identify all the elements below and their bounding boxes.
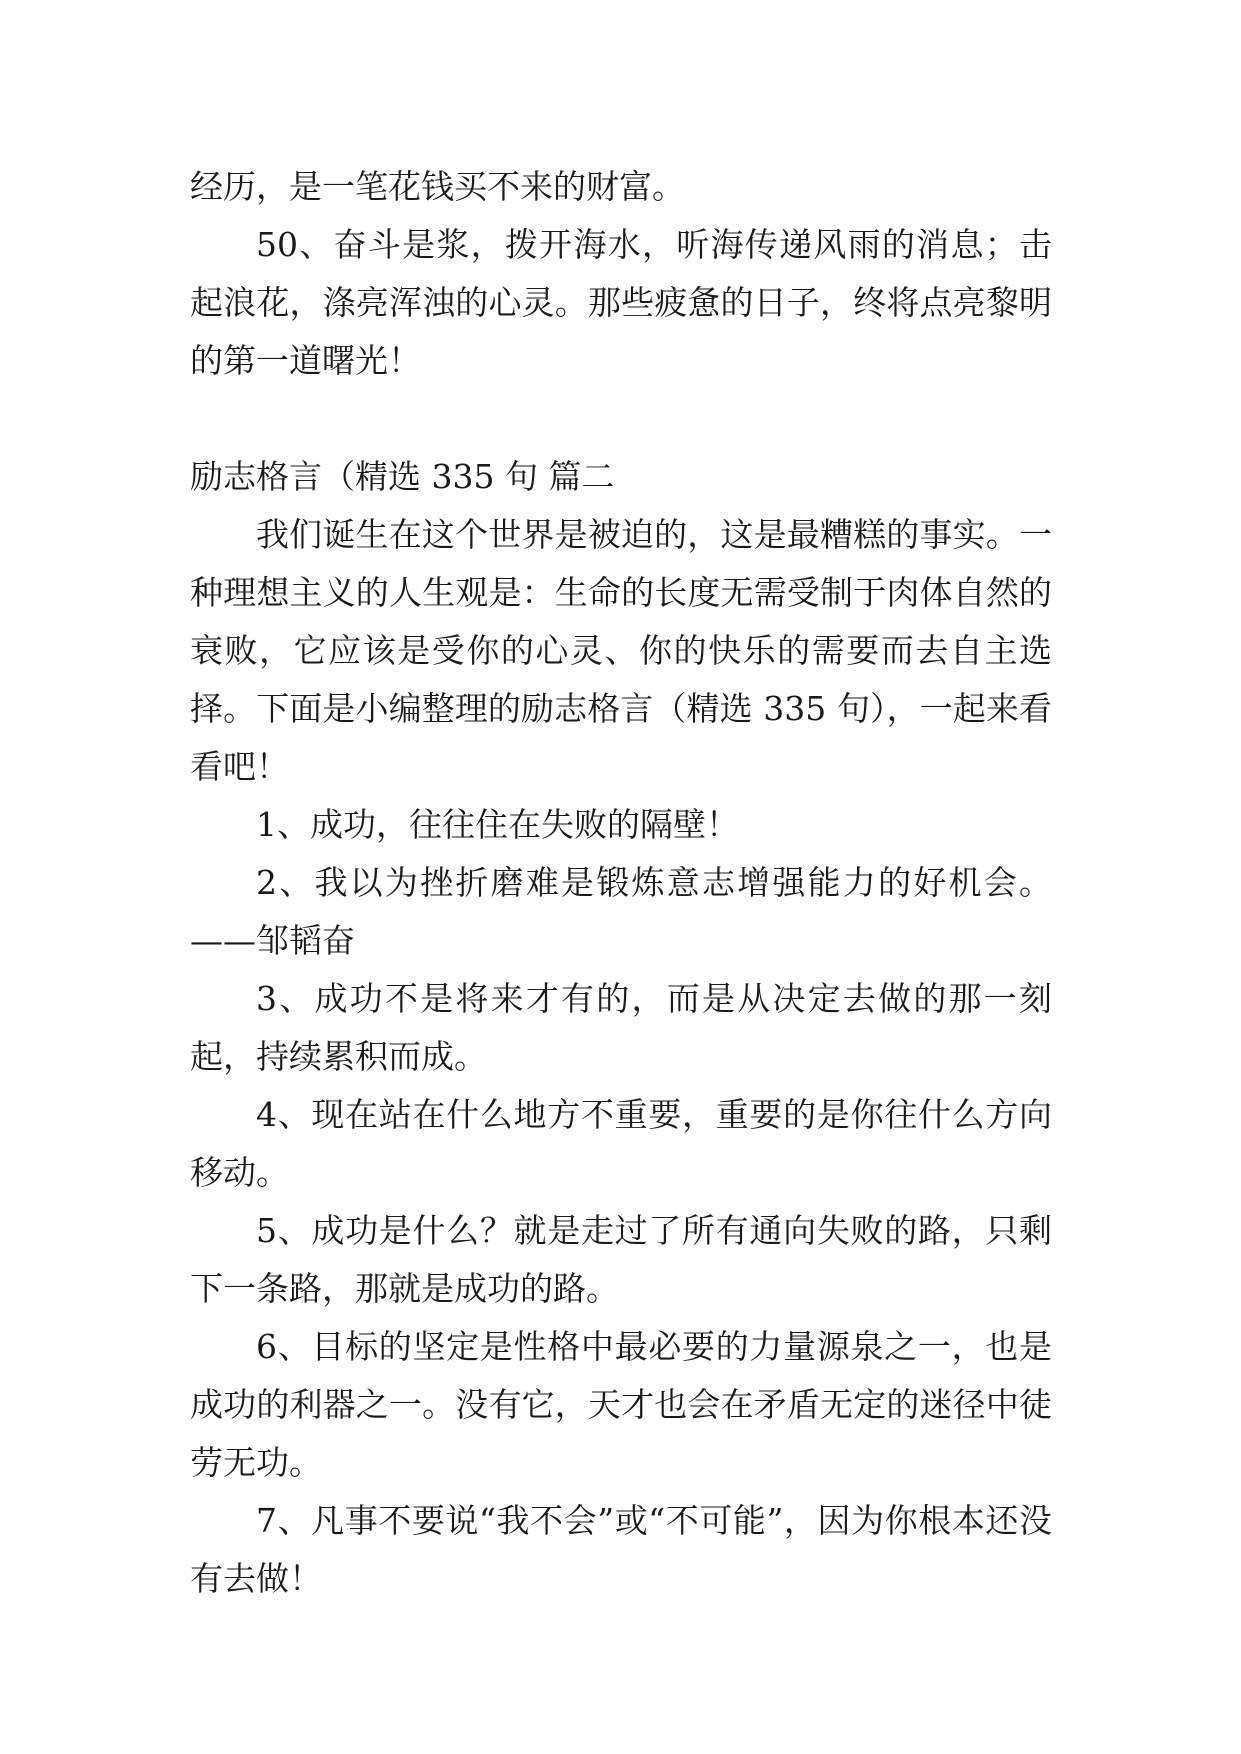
quote-item-2: 2、我以为挫折磨难是锻炼意志增强能力的好机会。——邹韬奋 xyxy=(190,863,1052,960)
quote-item-1: 1、成功，往往住在失败的隔壁！ xyxy=(256,805,739,844)
intro-paragraph: 我们诞生在这个世界是被迫的，这是最糟糕的事实。一种理想主义的人生观是：生命的长度无需受制于肉体自然的衰败，它应该是受你的心灵、你的快乐的需要而去自主选择。下面是小编整理的励志格言（精选 335 句），一起来看看吧！ xyxy=(190,515,1052,786)
section-heading: 励志格言（精选 335 句 篇二 xyxy=(190,457,615,496)
quote-item-4: 4、现在站在什么地方不重要，重要的是你往什么方向移动。 xyxy=(190,1095,1052,1192)
continuation-paragraph: 经历，是一笔花钱买不来的财富。 xyxy=(190,167,685,206)
quote-item-50: 50、奋斗是浆，拨开海水，听海传递风雨的消息；击起浪花，涤亮浑浊的心灵。那些疲惫的日子，终将点亮黎明的第一道曙光！ xyxy=(190,225,1052,380)
quote-item-6: 6、目标的坚定是性格中最必要的力量源泉之一，也是成功的利器之一。没有它，天才也会在矛盾无定的迷径中徒劳无功。 xyxy=(190,1327,1052,1482)
quote-item-3: 3、成功不是将来才有的，而是从决定去做的那一刻起，持续累积而成。 xyxy=(190,979,1052,1076)
document-page xyxy=(190,158,1052,1608)
quote-item-7: 7、凡事不要说“我不会”或“不可能”，因为你根本还没有去做！ xyxy=(190,1501,1052,1598)
quote-item-5: 5、成功是什么？就是走过了所有通向失败的路，只剩下一条路，那就是成功的路。 xyxy=(190,1211,1052,1308)
